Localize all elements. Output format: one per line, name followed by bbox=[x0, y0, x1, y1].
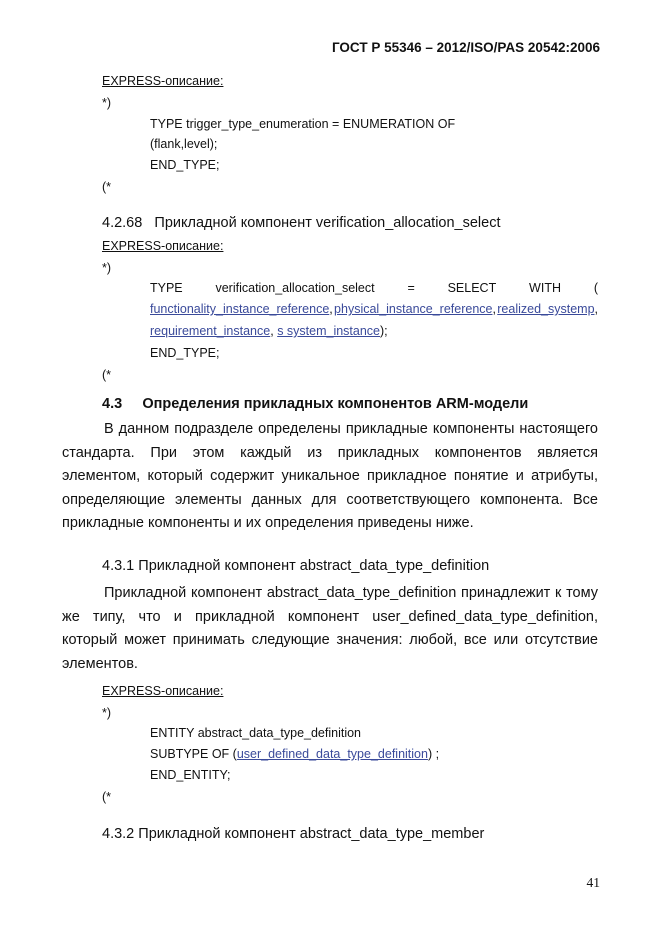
code-text: SUBTYPE OF ( bbox=[150, 747, 237, 761]
code-line-subtype bbox=[150, 747, 439, 761]
link-user-defined-data-type-definition[interactable]: user_defined_data_type_definition bbox=[236, 747, 428, 761]
separator: , bbox=[594, 302, 598, 316]
code-line: TYPE trigger_type_enumeration = ENUMERATION OF bbox=[150, 117, 456, 131]
separator: , bbox=[492, 302, 496, 316]
code-token: ( bbox=[593, 281, 598, 295]
section-heading-4-3-1: 4.3.1 Прикладной компонент abstract_data_type_definition bbox=[102, 558, 490, 574]
code-text: ) ; bbox=[427, 747, 440, 761]
close-comment-mark: (* bbox=[102, 368, 112, 382]
section-number: 4.2.68 bbox=[102, 215, 143, 231]
express-label: EXPRESS-описание: bbox=[102, 684, 224, 698]
link-functionality-instance-reference[interactable]: functionality_instance_reference bbox=[150, 302, 330, 316]
link-realized-systemp[interactable]: realized_systemp bbox=[497, 302, 595, 316]
code-token: WITH bbox=[529, 281, 561, 295]
section-heading-4-3-2: 4.3.2 Прикладной компонент abstract_data_type_member bbox=[102, 826, 485, 842]
code-token: verification_allocation_select bbox=[215, 281, 375, 295]
select-links-row-1 bbox=[150, 302, 598, 316]
section-title: Прикладной компонент verification_allocation_select bbox=[154, 215, 501, 231]
code-token: TYPE bbox=[150, 281, 183, 295]
select-type-row bbox=[150, 281, 598, 295]
code-line: END_TYPE; bbox=[150, 158, 220, 172]
link-requirement-instance[interactable]: requirement_instance bbox=[150, 324, 271, 338]
paragraph-text: В данном подразделе определены прикладные компоненты настоящего стандарта. При этом каждый из прикладных компонентов является элементом, который содержит уникальное прикладное понятие и атрибуты, определяющие элементы данных для соответствующего компонента. Все прикладные компоненты и их определения приведены ниже. bbox=[62, 421, 598, 531]
open-comment-mark: *) bbox=[102, 261, 112, 275]
open-comment-mark: *) bbox=[102, 96, 112, 110]
code-line: END_ENTITY; bbox=[150, 768, 231, 782]
section-heading-4-2-68 bbox=[102, 215, 500, 231]
express-label: EXPRESS-описание: bbox=[102, 239, 224, 253]
page-number: 41 bbox=[586, 875, 600, 890]
close-comment-mark: (* bbox=[102, 790, 112, 804]
code-token: SELECT bbox=[447, 281, 497, 295]
paragraph-4-3-1 bbox=[62, 582, 598, 676]
separator: , bbox=[270, 324, 274, 338]
link-s-system-instance[interactable]: s system_instance bbox=[277, 324, 381, 338]
select-links-row-2 bbox=[150, 324, 388, 338]
paragraph-4-3 bbox=[62, 418, 598, 536]
express-label: EXPRESS-описание: bbox=[102, 74, 224, 88]
close-paren: ); bbox=[380, 324, 388, 338]
section-title: Определения прикладных компонентов ARM-модели bbox=[142, 396, 529, 412]
separator: , bbox=[329, 302, 333, 316]
code-line: (flank,level); bbox=[150, 137, 218, 151]
section-heading-4-3 bbox=[102, 396, 528, 412]
link-physical-instance-reference[interactable]: physical_instance_reference bbox=[334, 302, 493, 316]
paragraph-text: Прикладной компонент abstract_data_type_definition принадлежит к тому же типу, что и прикладной компонент user_defined_data_type_definition, который может принимать следующие значения: любой, все или отсутствие элементов. bbox=[62, 585, 598, 672]
section-number: 4.3 bbox=[102, 396, 123, 412]
code-line: END_TYPE; bbox=[150, 346, 220, 360]
open-comment-mark: *) bbox=[102, 706, 112, 720]
page-header: ГОСТ Р 55346 – 2012/ISO/PAS 20542:2006 bbox=[331, 40, 600, 55]
close-comment-mark: (* bbox=[102, 180, 112, 194]
code-token: = bbox=[407, 281, 415, 295]
code-line: ENTITY abstract_data_type_definition bbox=[150, 726, 362, 740]
